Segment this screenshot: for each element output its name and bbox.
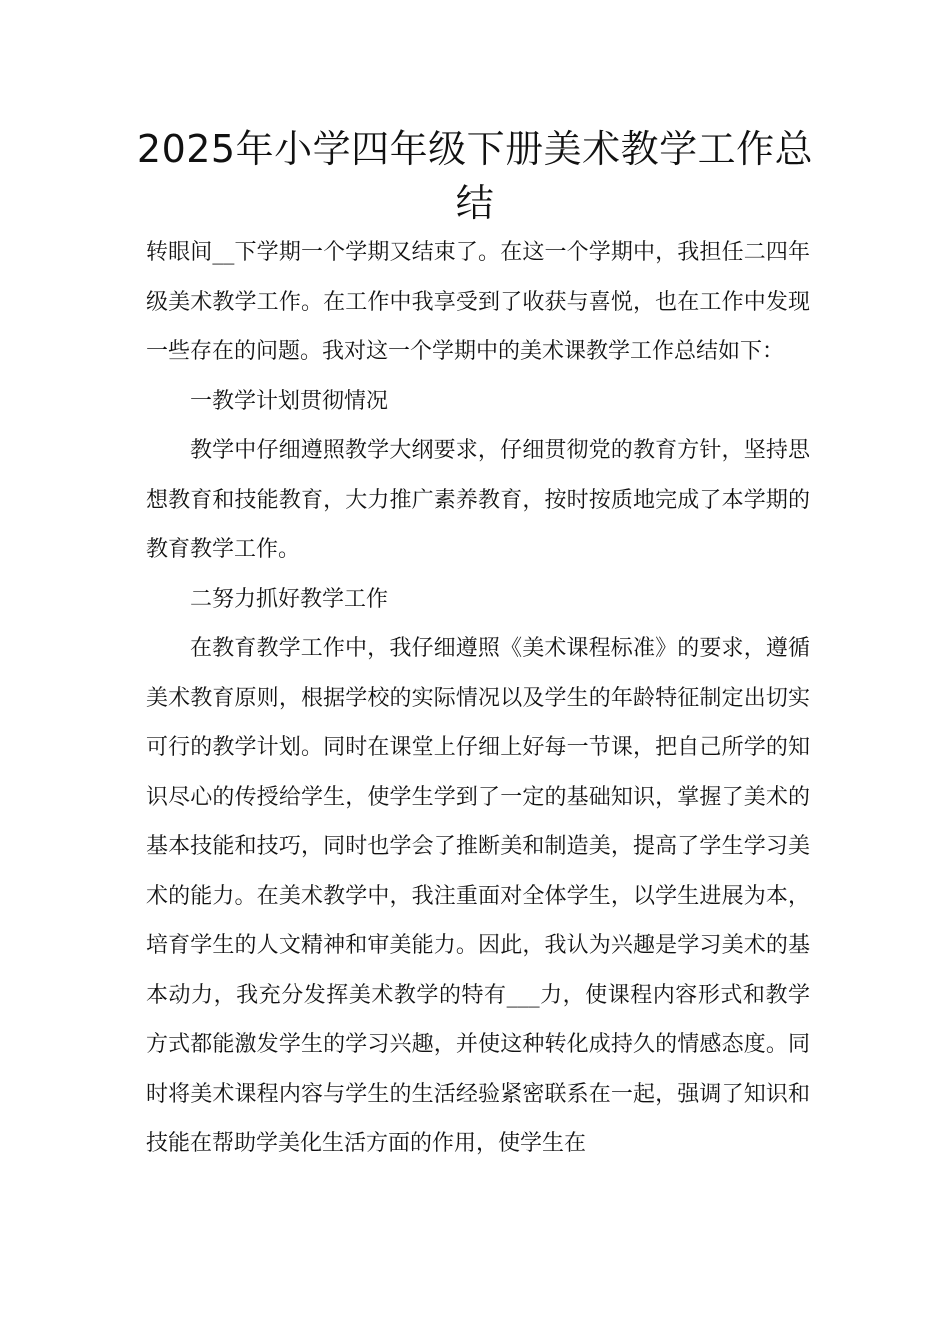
paragraph-intro: 转眼间__下学期一个学期又结束了。在这一个学期中，我担任二四年级美术教学工作。在工作中我享受到了收获与喜悦，也在工作中发现一些存在的问题。我对这一个学期中的美术课教学工作总结如下： bbox=[146, 240, 810, 364]
paragraph-section-1: 教学中仔细遵照教学大纲要求，仔细贯彻党的教育方针，坚持思想教育和技能教育，大力推广素养教育，按时按质地完成了本学期的教育教学工作。 bbox=[146, 438, 810, 562]
document-title: 2025年小学四年级下册美术教学工作总结 bbox=[136, 127, 814, 225]
paragraph-section-2: 在教育教学工作中，我仔细遵照《美术课程标准》的要求，遵循美术教育原则，根据学校的实际情况以及学生的年龄特征制定出切实可行的教学计划。同时在课堂上仔细上好每一节课，把自己所学的知识尽心的传授给学生，使学生学到了一定的基础知识，掌握了美术的基本技能和技巧，同时也学会了推断美和制造美，提高了学生学习美术的能力。在美术教学中，我注重面对全体学生，以学生进展为本，培育学生的人文精神和审美能力。因此，我认为兴趣是学习美术的基本动力，我充分发挥美术教学的特有___力，使课程内容形式和教学方式都能激发学生的学习兴趣，并使这种转化成持久的情感态度。同时将美术课程内容与学生的生活经验紧密联系在一起，强调了知识和技能在帮助学美化生活方面的作用，使学生在 bbox=[146, 636, 810, 1156]
document-body bbox=[146, 228, 810, 1169]
section-heading-1: 一教学计划贯彻情况 bbox=[190, 388, 389, 414]
section-heading-2: 二努力抓好教学工作 bbox=[190, 586, 389, 612]
